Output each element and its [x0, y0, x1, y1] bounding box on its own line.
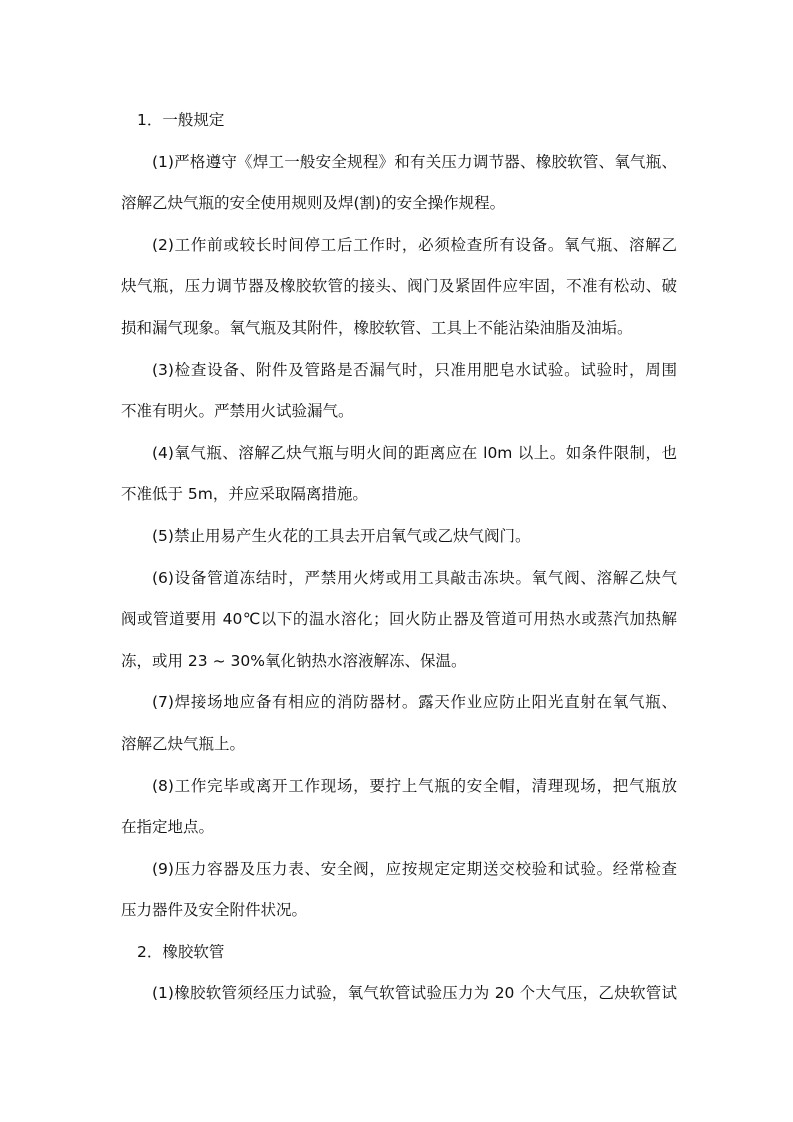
paragraph-line: 压力器件及安全附件状况。 [121, 901, 308, 920]
paragraph-line: 不准低于 5m，并应采取隔离措施。 [121, 485, 368, 504]
paragraph-2 [121, 225, 677, 350]
paragraph-line: (5)禁止用易产生火花的工具去开启氧气或乙炔气阀门。 [152, 526, 531, 545]
paragraph-line: (4)氧气瓶、溶解乙炔气瓶与明火间的距离应在 l0m 以上。如条件限制，也 [152, 443, 677, 462]
document-body [121, 100, 677, 1015]
paragraph-line: (7)焊接场地应备有相应的消防器材。露天作业应防止阳光直射在氧气瓶、 [152, 693, 677, 712]
paragraph-9 [121, 849, 677, 932]
paragraph-line: 损和漏气现象。氧气瓶及其附件，橡胶软管、工具上不能沾染油脂及油垢。 [121, 318, 633, 337]
section-heading: 2．橡胶软管 [137, 942, 225, 961]
paragraph-line: 溶解乙炔气瓶的安全使用规则及焊(割)的安全操作规程。 [121, 194, 506, 213]
paragraph-line: (2)工作前或较长时间停工后工作时，必须检查所有设备。氧气瓶、溶解乙 [152, 235, 677, 254]
paragraph-1 [121, 142, 677, 225]
paragraph-3 [121, 350, 677, 433]
paragraph-6 [121, 558, 677, 683]
paragraph-line: (6)设备管道冻结时，严禁用火烤或用工具敲击冻块。氧气阀、溶解乙炔气 [152, 568, 677, 587]
paragraph-4 [121, 433, 677, 516]
paragraph-line: (1)橡胶软管须经压力试验，氧气软管试验压力为 20 个大气压，乙炔软管试 [152, 984, 677, 1003]
paragraph-line: 阀或管道要用 40℃以下的温水溶化；回火防止器及管道可用热水或蒸汽加热解 [121, 610, 677, 629]
paragraph-line: 溶解乙炔气瓶上。 [121, 734, 246, 753]
paragraph-8 [121, 766, 677, 849]
paragraph-7 [121, 682, 677, 765]
paragraph-line: (9)压力容器及压力表、安全阀，应按规定定期送交校验和试验。经常检查 [152, 859, 677, 878]
paragraph-line: 冻，或用 23 ~ 30%氧化钠热水溶液解冻、保温。 [121, 651, 467, 670]
paragraph-line: 炔气瓶，压力调节器及橡胶软管的接头、阀门及紧固件应牢固，不准有松动、破 [121, 277, 677, 296]
paragraph-line: 不准有明火。严禁用火试验漏气。 [121, 402, 354, 421]
section-heading: 1．一般规定 [137, 111, 225, 129]
paragraph-line: (1)严格遵守《焊工一般安全规程》和有关压力调节器、橡胶软管、氧气瓶、 [152, 152, 677, 171]
paragraph-line: (3)检查设备、附件及管路是否漏气时，只准用肥皂水试验。试验时，周围 [152, 360, 677, 379]
paragraph-line: (8)工作完毕或离开工作现场，要拧上气瓶的安全帽，清理现场，把气瓶放 [152, 776, 677, 795]
paragraph-5 [121, 516, 677, 558]
paragraph-1 [121, 973, 677, 1015]
paragraph-line: 在指定地点。 [121, 818, 215, 837]
